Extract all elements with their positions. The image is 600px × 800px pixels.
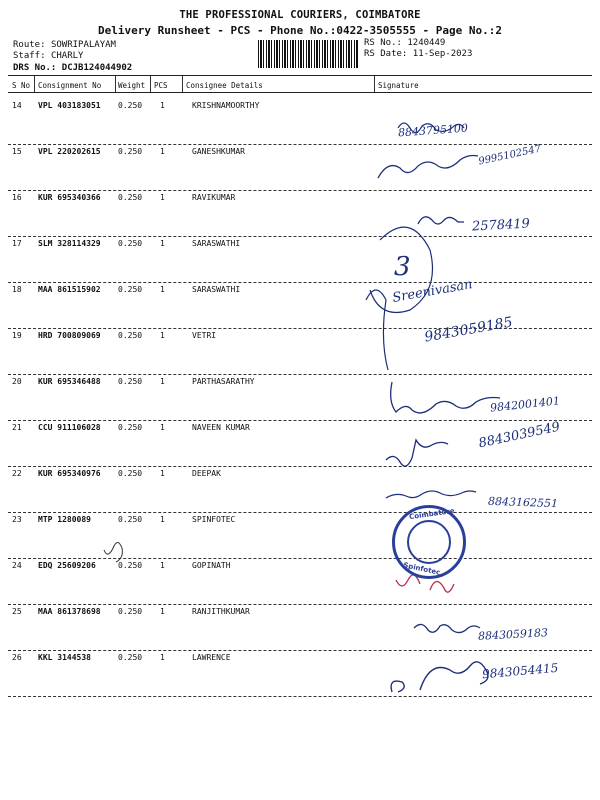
staff-label: Staff: (13, 51, 46, 61)
row-pcs: 1 (160, 285, 165, 294)
row-consignee: SPINFOTEC (192, 515, 236, 524)
signature-row-20: 9842001401 (489, 394, 561, 415)
row-sno: 20 (12, 377, 22, 386)
signature-row-19: 9843059185 (423, 314, 514, 346)
row-consignment-no: HRD 700809069 (38, 331, 101, 340)
row-weight: 0.250 (118, 147, 143, 156)
col-sno-header: S No (12, 81, 31, 90)
row-sno: 21 (12, 423, 22, 432)
signature-row-26: 9843054415 (481, 660, 559, 682)
row-weight: 0.250 (118, 101, 143, 110)
row-pcs: 1 (160, 377, 165, 386)
signature-row-15: 9995102547 (477, 143, 543, 168)
row-consignment-no: MTP 1280089 (38, 515, 91, 524)
row-pcs: 1 (160, 469, 165, 478)
route-label: Route: (13, 40, 46, 50)
row-weight: 0.250 (118, 515, 143, 524)
row-consignee: RANJITHKUMAR (192, 607, 250, 616)
route-value: SOWRIPALAYAM (50, 40, 116, 50)
row-sno: 15 (12, 147, 22, 156)
row-sno: 18 (12, 285, 22, 294)
row-weight: 0.250 (118, 653, 143, 662)
row-consignment-no: MAA 861378698 (38, 607, 101, 616)
drs-label: DRS No.: (13, 63, 57, 73)
rs-no-value: 1240449 (407, 38, 446, 48)
row-consignment-no: KUR 695340366 (38, 193, 101, 202)
row-consignee: SARASWATHI (192, 239, 241, 248)
signature-row-21: 8843039549 (477, 419, 562, 452)
drs-value: DCJB124044902 (61, 63, 133, 73)
signature-row-25: 8843059183 (477, 626, 549, 643)
col-signature-header: Signature (378, 81, 419, 90)
row-consignment-no: SLM 328114329 (38, 239, 101, 248)
row-sno: 16 (12, 193, 22, 202)
row-consignment-no: KUR 695340976 (38, 469, 101, 478)
row-sno: 14 (12, 101, 22, 110)
row-weight: 0.250 (118, 561, 143, 570)
row-weight: 0.250 (118, 607, 143, 616)
row-pcs: 1 (160, 607, 165, 616)
row-pcs: 1 (160, 561, 165, 570)
row-pcs: 1 (160, 515, 165, 524)
row-consignee: RAVIKUMAR (192, 193, 236, 202)
row-consignee: VETRI (192, 331, 217, 340)
row-consignment-no: VPL 220202615 (38, 147, 101, 156)
row-weight: 0.250 (118, 193, 143, 202)
signature-row-22: 8843162551 (487, 494, 559, 511)
row-consignee: GANESHKUMAR (192, 147, 245, 156)
stamp-inner-ring (407, 520, 451, 564)
row-pcs: 1 (160, 147, 165, 156)
staff-value: CHARLY (50, 51, 84, 61)
signature-row-16: 2578419 (471, 216, 531, 235)
row-weight: 0.250 (118, 239, 143, 248)
row-weight: 0.250 (118, 377, 143, 386)
row-weight: 0.250 (118, 331, 143, 340)
row-sno: 23 (12, 515, 22, 524)
company-title: THE PROFESSIONAL COURIERS, COIMBATORE (179, 9, 421, 21)
row-weight: 0.250 (118, 469, 143, 478)
row-consignment-no: CCU 911106028 (38, 423, 101, 432)
row-consignment-no: KUR 695346488 (38, 377, 101, 386)
row-pcs: 1 (160, 193, 165, 202)
company-stamp (392, 505, 466, 579)
row-consignee: PARTHASARATHY (192, 377, 255, 386)
row-consignee: KRISHNAMOORTHY (192, 101, 260, 110)
row-weight: 0.250 (118, 285, 143, 294)
stamp-bottom-text: Spinfotec (402, 561, 441, 577)
col-consignee-header: Consignee Details (186, 81, 263, 90)
signature-row-14: 8843795100 (397, 121, 469, 140)
row-consignment-no: EDQ 25609206 (38, 561, 96, 570)
signature-row-18: Sreenivasan (391, 277, 474, 306)
row-consignment-no: KKL 3144538 (38, 653, 91, 662)
row-pcs: 1 (160, 331, 165, 340)
row-consignee: NAVEEN KUMAR (192, 423, 250, 432)
rs-date-value: 11-Sep-2023 (412, 49, 473, 59)
col-pcs-header: PCS (154, 81, 168, 90)
rs-no-label: RS No.: (364, 38, 402, 48)
stamp-top-text: Coimbatore (408, 506, 456, 522)
runsheet-subtitle: Delivery Runsheet - PCS - Phone No.:0422-3505555 - Page No.:2 (98, 24, 502, 37)
col-consignment-header: Consignment No (38, 81, 102, 90)
row-consignee: GOPINATH (192, 561, 231, 570)
row-sno: 25 (12, 607, 22, 616)
row-sno: 22 (12, 469, 22, 478)
row-sno: 26 (12, 653, 22, 662)
signature-row-17: 3 (394, 252, 411, 282)
row-sno: 17 (12, 239, 22, 248)
row-pcs: 1 (160, 239, 165, 248)
row-consignment-no: MAA 861515902 (38, 285, 101, 294)
row-consignee: SARASWATHI (192, 285, 241, 294)
row-consignee: LAWRENCE (192, 653, 231, 662)
row-pcs: 1 (160, 101, 165, 110)
rs-date-label: RS Date: (364, 49, 408, 59)
row-pcs: 1 (160, 653, 165, 662)
row-sno: 24 (12, 561, 22, 570)
row-sno: 19 (12, 331, 22, 340)
row-weight: 0.250 (118, 423, 143, 432)
row-consignment-no: VPL 403183051 (38, 101, 101, 110)
row-consignee: DEEPAK (192, 469, 221, 478)
col-weight-header: Weight (118, 81, 146, 90)
row-pcs: 1 (160, 423, 165, 432)
